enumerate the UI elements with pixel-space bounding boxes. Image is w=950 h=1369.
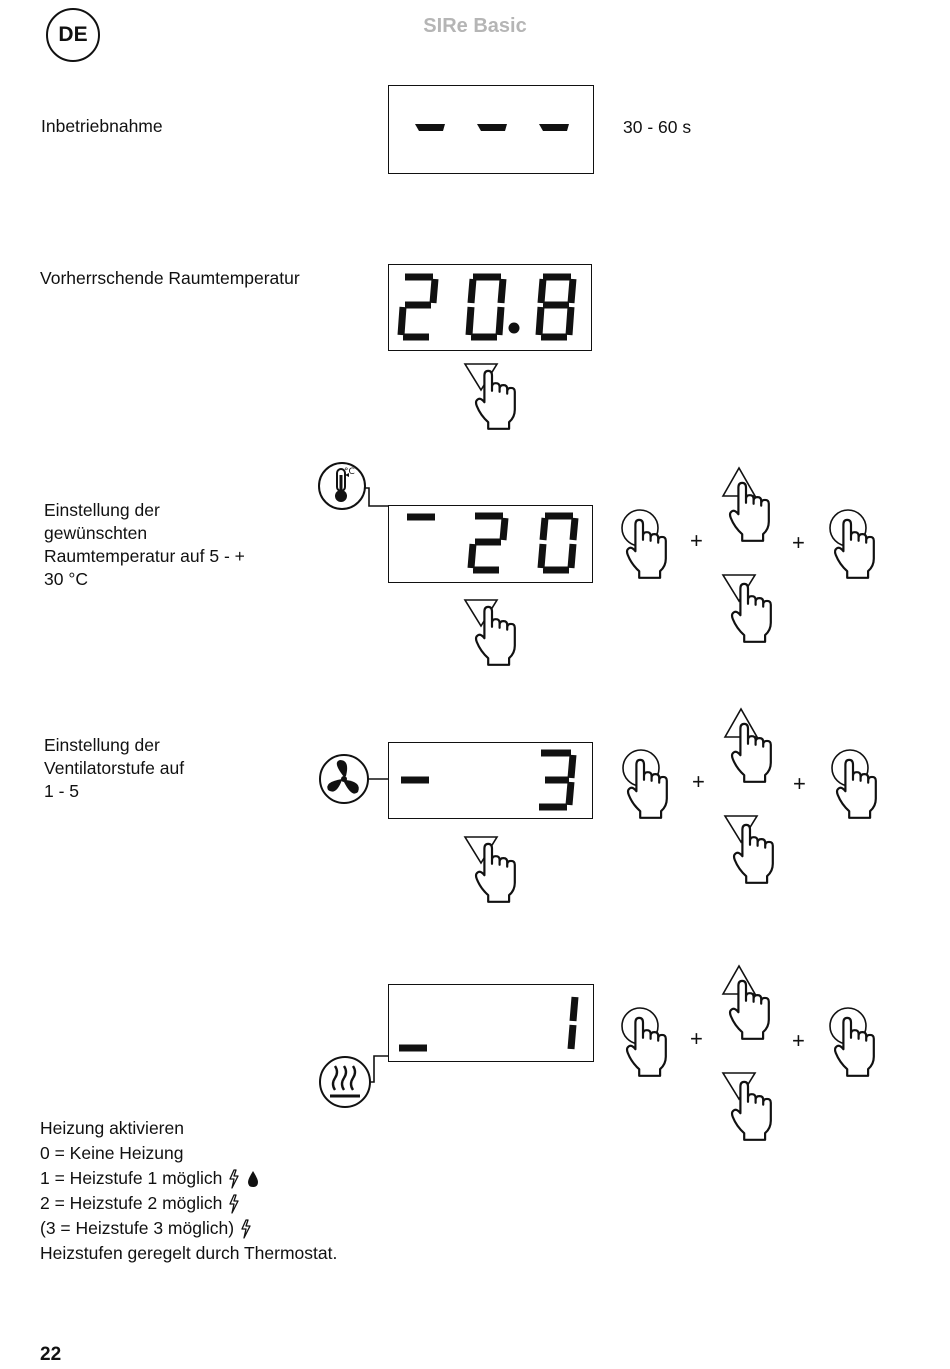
lightning-icon bbox=[240, 1219, 252, 1239]
room-temp-display bbox=[388, 264, 592, 351]
water-drop-icon bbox=[246, 1169, 260, 1189]
down-arrow-press-icon[interactable] bbox=[463, 598, 519, 668]
down-arrow-press-icon[interactable] bbox=[719, 1071, 775, 1143]
plus-sign: + bbox=[692, 769, 705, 794]
heating-option-text: Heizstufen geregelt durch Thermostat. bbox=[40, 1243, 338, 1263]
heating-icon bbox=[318, 1054, 390, 1110]
room-temp-label: Vorherrschende Raumtemperatur bbox=[40, 268, 300, 288]
heating-option-1 bbox=[40, 1166, 337, 1191]
heating-title: Heizung aktivieren bbox=[40, 1118, 184, 1138]
down-arrow-press-icon[interactable] bbox=[721, 814, 777, 886]
button-press-icon[interactable] bbox=[620, 1005, 676, 1081]
button-press-icon[interactable] bbox=[828, 747, 884, 823]
up-arrow-press-icon[interactable] bbox=[721, 707, 777, 787]
set-temp-label: Einstellung der gewünschten Raumtemperatur auf 5 - + 30 °C bbox=[44, 500, 245, 589]
heating-option-text: 1 = Heizstufe 1 möglich bbox=[40, 1168, 223, 1188]
plus-sign: + bbox=[690, 1026, 703, 1051]
thermometer-icon bbox=[317, 461, 389, 513]
startup-label: Inbetriebnahme bbox=[41, 116, 163, 136]
button-press-icon[interactable] bbox=[826, 1005, 882, 1081]
lightning-icon bbox=[228, 1169, 240, 1189]
button-press-icon[interactable] bbox=[620, 507, 676, 583]
svg-text:°C: °C bbox=[344, 467, 355, 477]
down-arrow-press-icon[interactable] bbox=[463, 362, 519, 432]
down-arrow-press-icon[interactable] bbox=[463, 835, 519, 905]
heating-display bbox=[388, 984, 594, 1062]
heating-option-text: (3 = Heizstufe 3 möglich) bbox=[40, 1218, 235, 1238]
plus-sign: + bbox=[792, 1028, 805, 1053]
plus-sign: + bbox=[792, 530, 805, 555]
heating-option-text: 2 = Heizstufe 2 möglich bbox=[40, 1193, 223, 1213]
up-arrow-press-icon[interactable] bbox=[719, 466, 775, 546]
fan-label: Einstellung der Ventilatorstufe auf 1 - 5 bbox=[44, 735, 185, 801]
startup-duration: 30 - 60 s bbox=[623, 117, 692, 137]
plus-sign: + bbox=[690, 528, 703, 553]
down-arrow-press-icon[interactable] bbox=[719, 573, 775, 645]
heating-option-text: 0 = Keine Heizung bbox=[40, 1143, 184, 1163]
heating-description bbox=[40, 1116, 337, 1266]
heating-note bbox=[40, 1241, 337, 1266]
heating-option-2 bbox=[40, 1191, 337, 1216]
fan-icon bbox=[318, 752, 390, 808]
button-press-icon[interactable] bbox=[826, 507, 882, 583]
fan-display bbox=[388, 742, 593, 819]
up-arrow-press-icon[interactable] bbox=[719, 964, 775, 1044]
page-number: 22 bbox=[40, 1344, 62, 1365]
heating-option-0 bbox=[40, 1141, 337, 1166]
heating-option-3 bbox=[40, 1216, 337, 1241]
startup-display bbox=[388, 85, 594, 174]
language-badge: DE bbox=[46, 8, 100, 62]
lightning-icon bbox=[228, 1194, 240, 1214]
page-header-title: SIRe Basic bbox=[423, 15, 527, 37]
set-temp-display bbox=[388, 505, 593, 583]
button-press-icon[interactable] bbox=[621, 747, 677, 823]
plus-sign: + bbox=[793, 771, 806, 796]
